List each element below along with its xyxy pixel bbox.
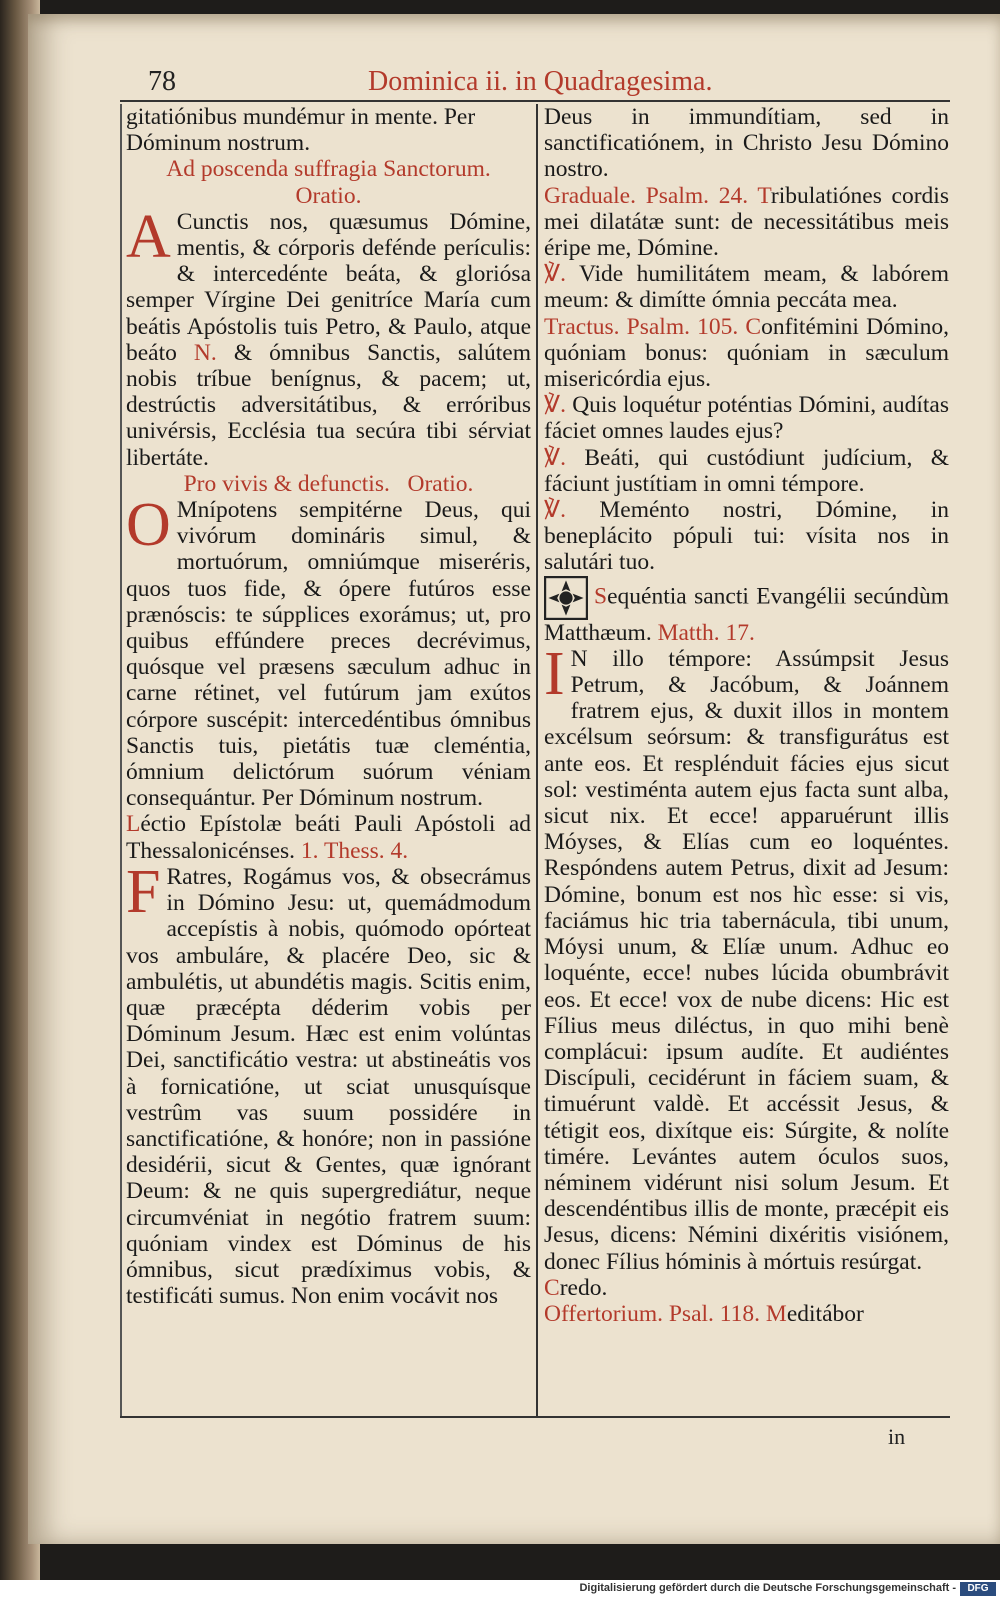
gospel-paragraph — [544, 639, 949, 1275]
gospel-heading-text: equéntia sancti Evangélii secúndùm Matthæum. — [544, 583, 949, 646]
prayer-paragraph — [126, 202, 531, 471]
scripture-reference: Matth. 17. — [657, 619, 755, 646]
column-divider — [536, 104, 538, 1416]
prayer-text: Cunctis nos, quæsumus Dómine, mentis, & córporis defénde perículis: & intercedénte beáta, & gloriósa semper Vírgine Dei genitríce María cum beátis Apóstolis tuis Petro, & Paulo, atque beáto — [126, 208, 531, 366]
versicle-icon: ℣. — [544, 392, 566, 419]
page-header — [118, 56, 948, 96]
cross-ornament-icon — [544, 576, 588, 620]
heading-text: Oratio. — [407, 470, 474, 497]
section-heading: Oratio. — [295, 182, 362, 209]
offertory — [544, 1301, 949, 1327]
prayer-paragraph — [126, 491, 531, 812]
versicle-text: Quis loquétur poténtias Dómini, audítas fáciet omnes laudes ejus? — [544, 392, 949, 445]
versicle-text: Meménto nostri, Dómine, in beneplácito pópuli tui: vísita nos in salutári tuo. — [544, 497, 949, 576]
red-initial: C — [745, 313, 762, 340]
gospel-heading — [544, 576, 949, 646]
section-heading: Ad poscenda suffragia Sanctorum. — [166, 156, 491, 183]
right-column — [544, 104, 949, 1327]
left-margin-rule — [120, 104, 122, 1416]
versicle — [544, 445, 949, 497]
name-placeholder: N. — [193, 339, 217, 366]
tract-label: Tractus. Psalm. 105. — [544, 313, 739, 340]
heading-text: éctio Epístolæ beáti Pauli Apóstoli ad Thessalonicénses. — [126, 811, 531, 864]
scripture-reference: 1. Thess. 4. — [300, 837, 409, 864]
gospel-text: N illo témpore: Assúmpsit Jesus Petrum, & Jacóbum, & Joánnem fratrem ejus, & duxit illos in montem excélsum seórsum: & transfigurátus est ante eos. Et resplénduit fácies ejus sicut sol: vestiménta autem ejus facta sunt alba, sicut nix. Et ecce! apparuérunt illis Móyses, & Elías cum eo loquéntes. Respóndens autem Petrus, dixit ad Jesum: Dómine, bonum est nos hìc esse: si vis, faciámus hic tria tabernácula, tibi unum, Móysi unum, & Elíæ unum. Adhuc eo loquénte, ecce! nubes lúcida obumbrávit eos. Et ecce! vox de nube dicens: Hic est Fílius meus diléctus, in quo mihi benè complácui: ipsum audíte. Et audiéntes Discípuli, cecidérunt in fáciem suam, & timuérunt valdè. Et accéssit Jesus, & tétigit eos, dixítque eis: Súrgite, & nolíte timére. Levántes autem óculos suos, néminem vidérunt nisi solum Jesum. Et descendéntibus illis de monte, præcépit eis Jesus, dicens: Némini dixéritis visiónem, donec Fílius hóminis à mórtuis resúrgat. — [544, 645, 949, 1275]
drop-capital: I — [544, 639, 565, 708]
text-line: gitatiónibus mundémur in mente. Per — [126, 104, 476, 130]
epistle-text: Ratres, Rogámus vos, & obsecrámus in Dómino Jesu: ut, quemádmodum accepístis à nobis, quómodo opórteat vos ambuláre, & placére Deo, sic & ambulétis, ut abundétis magis. Scitis enim, quæ præcépta déderim vobis per Dóminum Jesum. Hæc est enim volúntas Dei, sanctificátio vestra: ut abstineátis vos à fornicatióne, ut sciat unusquísque vestrûm vas suum possidére in sanctificatióne, & honóre; non in passióne desidérii, sicut & Gentes, quæ ignórant Deum: & ne quis supergrediátur, neque circumvéniat in negótio fratrem suum: quóniam vindex est Dóminus de his ómnibus, sicut prædíximus vobis, & testificáti sumus. Non enim vocávit nos — [126, 863, 531, 1310]
lesson-heading — [126, 811, 531, 863]
tract — [544, 314, 949, 393]
versicle-icon: ℣. — [544, 261, 566, 288]
drop-capital: F — [126, 857, 161, 926]
text-paragraph: Deus in immundítiam, sed in sanctificatiónem, in Christo Jesu Dómino nostro. — [544, 104, 949, 183]
red-initial: M — [765, 1300, 787, 1327]
credo-text: redo. — [559, 1274, 608, 1301]
footer-rule — [120, 1416, 950, 1418]
offertory-text: editábor — [786, 1300, 864, 1327]
catchword: in — [888, 1424, 906, 1449]
versicle-icon: ℣. — [544, 444, 566, 471]
prayer-text: Mnípotens sempitérne Deus, qui vivórum domináris simul, & mortuórum, omniúmque miseréris, quos tuos fide, & ópere futúros esse prænóscis: te súpplices exorámus; ut, pro quibus effúndere preces decrévimus, quósque vel præsens sæculum adhuc in carne rétinet, vel futúrum jam exútos córpore suscépit: intercedéntibus ómnibus Sanctis tuis, pietátis tuæ cleméntia, ómnium delictórum suórum véniam consequántur. Per Dóminum nostrum. — [126, 497, 531, 812]
red-initial: L — [126, 811, 141, 838]
versicle-icon: ℣. — [544, 497, 566, 524]
gradual-text: ribulatiónes cordis mei dilatátæ sunt: de necessitátibus meis éripe me, Dómine. — [544, 182, 949, 262]
red-initial: T — [757, 182, 771, 209]
drop-capital: O — [126, 491, 171, 560]
funding-credit: Digitalisierung gefördert durch die Deutsche Forschungsgemeinschaft - — [579, 1582, 956, 1594]
left-column — [126, 104, 531, 1309]
gradual — [544, 183, 949, 262]
section-heading — [126, 471, 531, 497]
tract-text: onfitémini Dómino, quóniam bonus: quóniam in sæculum misericórdia ejus. — [544, 313, 950, 393]
epistle-paragraph — [126, 857, 531, 1310]
gradual-label: Graduale. Psalm. 24. — [544, 182, 749, 209]
drop-capital: A — [126, 202, 171, 271]
versicle — [544, 261, 949, 313]
prayer-text: & ómnibus Sanctis, salútem nobis tríbue benígnus, & pacem; ut, destrúctis adversitátibus, & erróribus univérsis, Ecclésia tua secúra tibi sérviat libertáte. — [126, 339, 531, 471]
versicle — [544, 497, 949, 576]
page-number: 78 — [148, 66, 176, 97]
text-line: Dóminum nostrum. — [126, 130, 311, 157]
dfg-logo: DFG — [960, 1582, 996, 1596]
red-initial: S — [594, 583, 608, 610]
running-title: Dominica ii. in Quadragesima. — [368, 66, 713, 97]
versicle-text: Vide humilitátem meam, & labórem meum: & dimítte ómnia peccáta mea. — [544, 261, 950, 314]
versicle-text: Beáti, qui custódiunt judícium, & fáciunt justítiam in omni témpore. — [544, 444, 949, 497]
offertory-label: Offertorium. Psal. 118. — [544, 1300, 761, 1327]
versicle — [544, 392, 949, 444]
digitization-footer — [0, 1580, 1000, 1600]
red-initial: C — [544, 1274, 560, 1301]
heading-text: Pro vivis & defunctis. — [183, 470, 390, 497]
header-rule — [120, 100, 950, 102]
credo — [544, 1275, 949, 1301]
